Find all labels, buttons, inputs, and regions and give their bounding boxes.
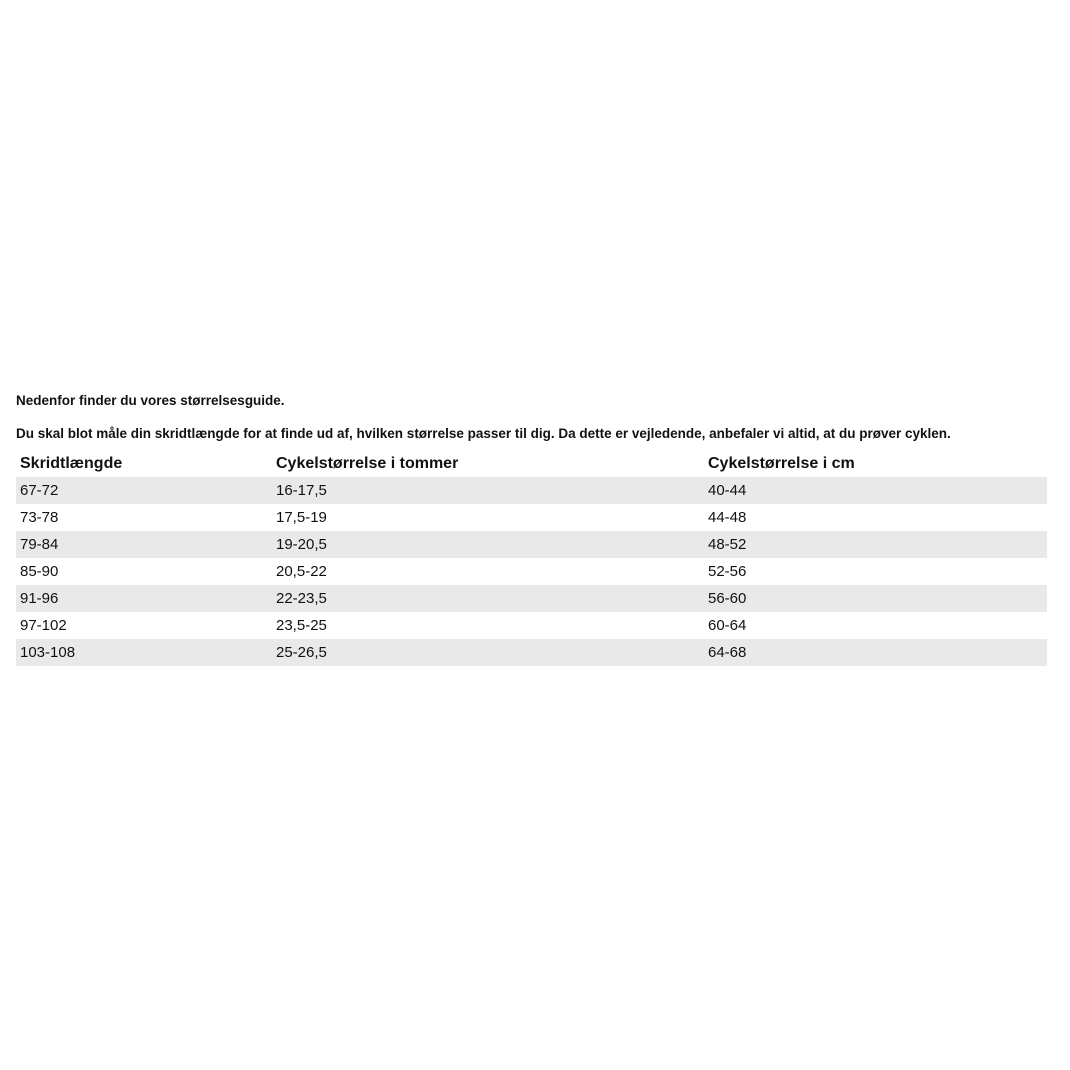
header-skridtlaengde: Skridtlængde	[20, 454, 123, 472]
cell-tommer: 25-26,5	[272, 639, 704, 666]
cell-skridtlaengde: 103-108	[16, 639, 272, 666]
table-row	[16, 477, 1047, 504]
header-cykelstorrelse-cm: Cykelstørrelse i cm	[708, 454, 855, 472]
cell-cm: 64-68	[704, 639, 1047, 666]
cell-tommer: 23,5-25	[272, 612, 704, 639]
cell-cm: 60-64	[704, 612, 1047, 639]
table-row	[16, 504, 1047, 531]
cell-skridtlaengde: 79-84	[16, 531, 272, 558]
intro-description: Du skal blot måle din skridtlængde for at finde ud af, hvilken størrelse passer til dig. Da dette er vejledende, anbefaler vi altid, at du prøver cyklen.	[16, 426, 951, 441]
table-row	[16, 612, 1047, 639]
cell-skridtlaengde: 97-102	[16, 612, 272, 639]
cell-tommer: 20,5-22	[272, 558, 704, 585]
header-cykelstorrelse-tommer: Cykelstørrelse i tommer	[276, 454, 459, 472]
cell-cm: 44-48	[704, 504, 1047, 531]
table-header-row	[16, 450, 1047, 477]
size-guide-table	[16, 450, 1047, 666]
cell-skridtlaengde: 67-72	[16, 477, 272, 504]
cell-cm: 56-60	[704, 585, 1047, 612]
cell-cm: 52-56	[704, 558, 1047, 585]
table-row	[16, 639, 1047, 666]
intro-heading: Nedenfor finder du vores størrelsesguide.	[16, 393, 285, 408]
cell-tommer: 19-20,5	[272, 531, 704, 558]
size-guide-section	[16, 392, 1047, 666]
table-row	[16, 585, 1047, 612]
table-row	[16, 558, 1047, 585]
cell-skridtlaengde: 73-78	[16, 504, 272, 531]
cell-skridtlaengde: 85-90	[16, 558, 272, 585]
cell-tommer: 17,5-19	[272, 504, 704, 531]
cell-cm: 40-44	[704, 477, 1047, 504]
cell-tommer: 16-17,5	[272, 477, 704, 504]
cell-skridtlaengde: 91-96	[16, 585, 272, 612]
cell-tommer: 22-23,5	[272, 585, 704, 612]
cell-cm: 48-52	[704, 531, 1047, 558]
table-row	[16, 531, 1047, 558]
